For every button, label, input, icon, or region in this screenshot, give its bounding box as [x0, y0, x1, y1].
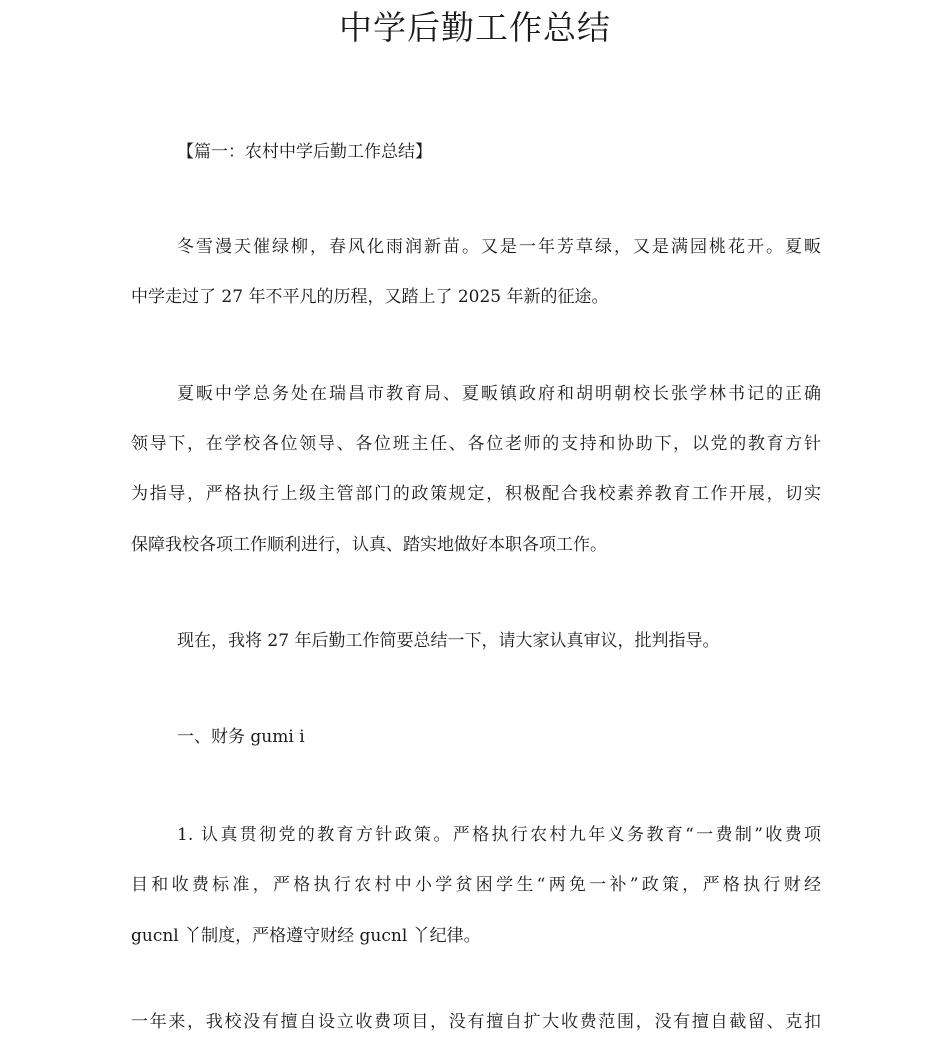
document-title: 中学后勤工作总结 — [339, 8, 611, 47]
paragraph-line: 1. 认真贯彻党的教育方针政策。严格执行农村九年义务教育“一费制”收费项 — [177, 825, 821, 845]
paragraph-line: gucnl 丫制度，严格遵守财经 gucnl 丫纪律。 — [131, 926, 481, 946]
paragraph-line: 现在，我将 27 年后勤工作简要总结一下，请大家认真审议，批判指导。 — [177, 631, 720, 651]
paragraph-line: 目和收费标准，严格执行农村中小学贫困学生“两免一补”政策，严格执行财经 — [131, 875, 821, 895]
paragraph-line: 领导下，在学校各位领导、各位班主任、各位老师的支持和协助下，以党的教育方针 — [131, 434, 821, 454]
subsection-heading: 一、财务 gumi i — [177, 727, 305, 747]
section-heading: 【篇一：农村中学后勤工作总结】 — [177, 142, 432, 162]
paragraph-line: 为指导，严格执行上级主管部门的政策规定，积极配合我校素养教育工作开展，切实 — [131, 484, 821, 504]
paragraph-line: 保障我校各项工作顺利进行，认真、踏实地做好本职各项工作。 — [131, 535, 607, 555]
paragraph-line: 冬雪漫天催绿柳，春风化雨润新苗。又是一年芳草绿，又是满园桃花开。夏畈 — [177, 237, 821, 257]
paragraph-line: 中学走过了 27 年不平凡的历程，又踏上了 2025 年新的征途。 — [131, 287, 609, 307]
paragraph-line: 夏畈中学总务处在瑞昌市教育局、夏畈镇政府和胡明朝校长张学林书记的正确 — [177, 384, 821, 404]
paragraph-line: 一年来，我校没有擅自设立收费项目，没有擅自扩大收费范围，没有擅自截留、克扣 — [131, 1012, 821, 1032]
